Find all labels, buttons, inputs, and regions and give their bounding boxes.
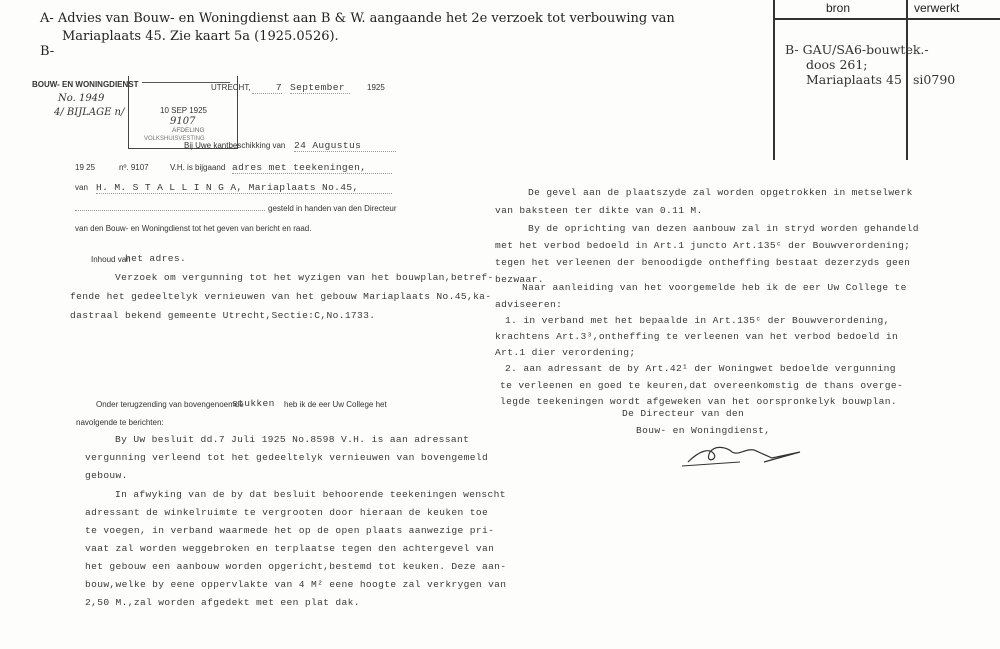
- date-year: 1925: [367, 83, 385, 92]
- report-line: adressant de winkelruimte te vergrooten door hieraan de keuken toe: [85, 507, 489, 518]
- stamp-number: 9107: [170, 116, 196, 127]
- advice-line: adviseeren:: [495, 299, 563, 310]
- verwerkt-code: si0790: [913, 72, 956, 87]
- intro-gesteld: gesteld in handen van den Directeur: [268, 204, 397, 213]
- report-line: By Uw besluit dd.7 Juli 1925 No.8598 V.H. is aan adressant: [115, 434, 470, 445]
- report-line: gebouw.: [85, 470, 128, 481]
- date-month: September: [290, 83, 350, 94]
- closing-line-1: De Directeur van den: [622, 408, 745, 419]
- advice-line: bezwaar.: [495, 274, 544, 285]
- advice-line: van baksteen ter dikte van 0.11 M.: [495, 205, 703, 216]
- advice-line: tegen het verleenen der benoodigde ontheffing bestaat dezerzyds geen: [495, 257, 911, 268]
- intro-van-label: van: [75, 183, 88, 192]
- bron-line-2: doos 261;: [806, 57, 868, 72]
- intro-vh-value: adres met teekeningen,: [232, 163, 392, 174]
- inhoud-line: Verzoek om vergunning tot het wyzigen van het bouwplan,betref-: [115, 272, 494, 283]
- summary-line-2: Mariaplaats 45. Zie kaart 5a (1925.0526).: [62, 29, 339, 44]
- advice-line: legde teekeningen wordt afgeweken van het oorspronkelyk bouwplan.: [500, 396, 897, 407]
- report-line: bouw,welke by eene oppervlakte van 4 M² eene hoogte zal verkrygen van: [85, 579, 507, 590]
- summary-line-3: B-: [40, 44, 55, 59]
- applicant: H. M. S T A L L I N G A, Mariaplaats No.45,: [96, 183, 392, 194]
- bron-line-1: B- GAU/SA6-bouwtek.-: [785, 42, 929, 57]
- department-name: BOUW- EN WONINGDIENST: [32, 80, 139, 89]
- report-line: In afwyking van de by dat besluit behoorende teekeningen wenscht: [115, 489, 506, 500]
- advice-line: 1. in verband met het bepaalde in Art.135ᶜ der Bouwverordening,: [505, 315, 890, 326]
- table-header-bron: bron: [826, 1, 851, 15]
- table-header-rule: [773, 18, 1000, 20]
- report-line: het gebouw een aanbouw worden opgericht,bestemd tot keuken. Deze aan-: [85, 561, 507, 572]
- advice-line: met het verbod bedoeld in Art.1 juncto Art.135ᶜ der Bouwverordening;: [495, 240, 911, 251]
- intro-number: nº. 9107: [119, 163, 149, 172]
- intro-vh-label: V.H. is bijgaand: [170, 163, 226, 172]
- summary-line-1: A- Advies van Bouw- en Woningdienst aan B & W. aangaande het 2e verzoek tot verbouwing van: [40, 11, 675, 26]
- advice-line: 2. aan adressant de by Art.42¹ der Woningwet bedoelde vergunning: [505, 363, 896, 374]
- reference-value: 24 Augustus: [294, 141, 396, 152]
- report-line: te voegen, in verband waarmede het op de open plaats aanwezige pri-: [85, 525, 495, 536]
- inhoud-label: Inhoud van: [91, 255, 131, 264]
- advice-line: krachtens Art.3³,ontheffing te verleenen van het verbod bedoeld in: [495, 331, 899, 342]
- table-divider-middle: [906, 0, 908, 160]
- advice-line: Art.1 dier verordening;: [495, 347, 636, 358]
- inhoud-value: het adres.: [125, 253, 187, 264]
- intro-van-den: van den Bouw- en Woningdienst tot het geven van bericht en raad.: [75, 224, 312, 233]
- document-number: No. 1949: [58, 93, 105, 104]
- stamp-text-1: AFDELING: [172, 127, 205, 134]
- bron-line-3: Mariaplaats 45: [806, 72, 902, 87]
- report-onder-value: stukken: [232, 398, 275, 409]
- place: UTRECHT,: [211, 83, 251, 92]
- signature: [680, 440, 810, 470]
- advice-line: De gevel aan de plaatszyde zal worden opgetrokken in metselwerk: [528, 187, 913, 198]
- report-line: vaat zal worden weggebroken en terplaatse tegen den achtergevel van: [85, 543, 495, 554]
- report-line: vergunning verleend tot het gedeeltelyk vernieuwen van bovengemeld: [85, 452, 489, 463]
- advice-line: Naar aanleiding van het voorgemelde heb ik de eer Uw College te: [522, 282, 907, 293]
- table-header-verwerkt: verwerkt: [914, 1, 960, 15]
- report-onder-label-2: heb ik de eer Uw College het: [284, 400, 387, 409]
- reference-label: Bij Uwe kantbeschikking van: [184, 141, 286, 150]
- stamp-text-2: VOLKSHUISVESTING: [144, 136, 205, 142]
- inhoud-line: fende het gedeeltelyk vernieuwen van het gebouw Mariaplaats No.45,ka-: [70, 291, 492, 302]
- advice-line: By de oprichting van dezen aanbouw zal in stryd worden gehandeld: [528, 223, 919, 234]
- report-navolgende: navolgende te berichten:: [76, 418, 164, 427]
- stamp-date: 10 SEP 1925: [160, 106, 208, 115]
- report-onder-label: Onder terugzending van bovengenoemde: [96, 400, 244, 409]
- inhoud-line: dastraal bekend gemeente Utrecht,Sectie:C,No.1733.: [70, 310, 376, 321]
- table-divider-left: [773, 0, 775, 160]
- advice-line: te verleenen en goed te keuren,dat overeenkomstig de thans overge-: [500, 380, 904, 391]
- report-line: 2,50 M.,zal worden afgedekt met een plat dak.: [85, 597, 360, 608]
- bijlage: 4/ BIJLAGE n/: [54, 107, 125, 118]
- blank-line: [75, 210, 265, 211]
- intro-year: 19 25: [75, 163, 96, 172]
- date-day: 7: [252, 83, 282, 94]
- closing-line-2: Bouw- en Woningdienst,: [636, 425, 771, 436]
